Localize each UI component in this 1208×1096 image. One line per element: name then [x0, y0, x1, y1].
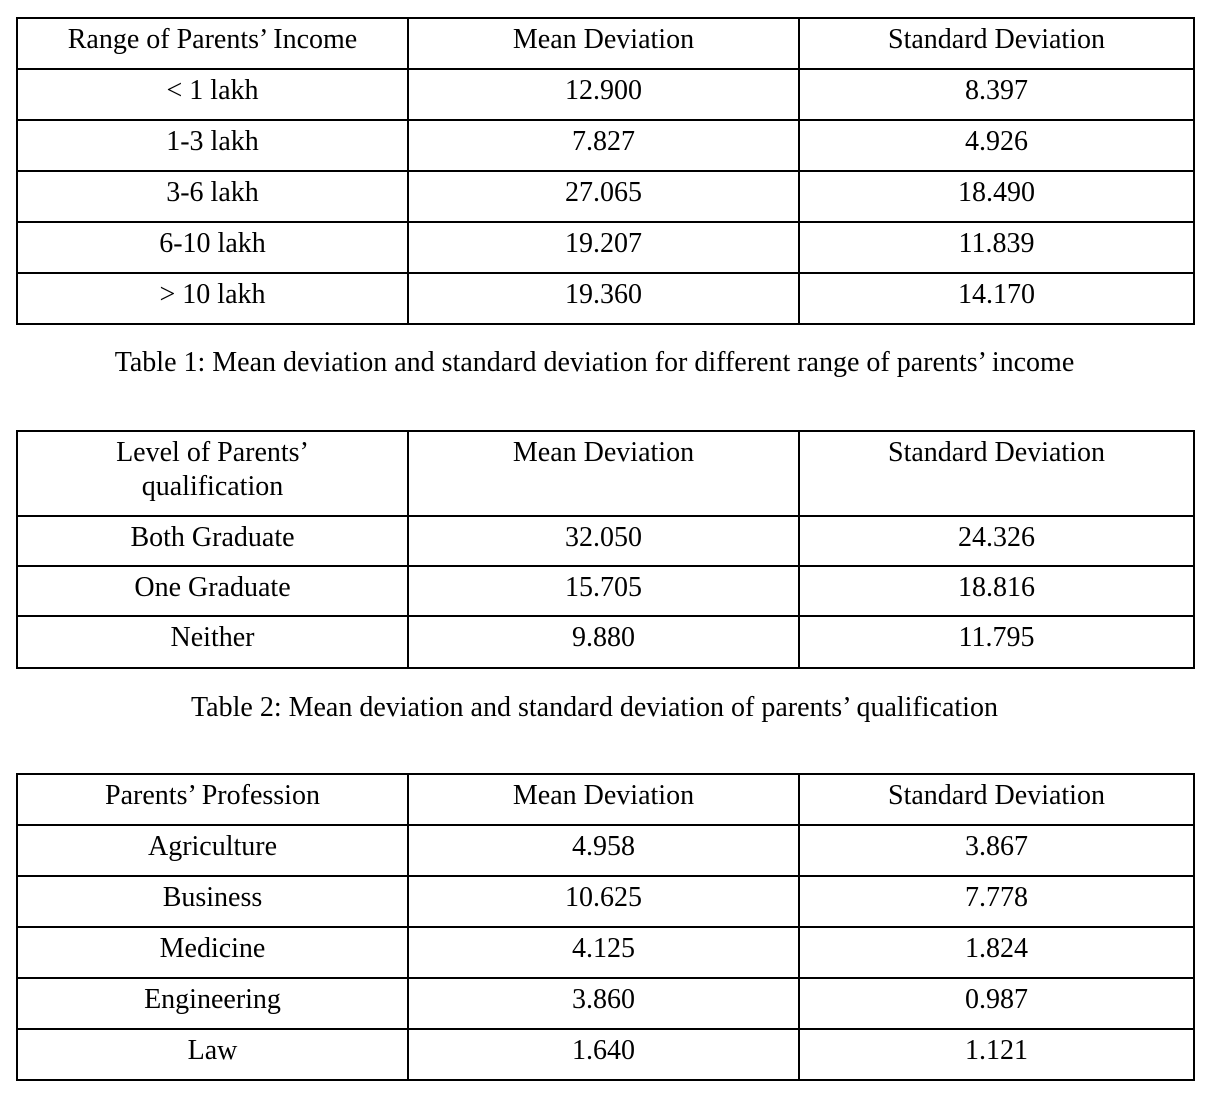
table-header-row [17, 18, 1194, 69]
table-cell: 1.824 [799, 927, 1194, 978]
table-row [17, 616, 1194, 668]
table-cell: 7.827 [408, 120, 799, 171]
table-row [17, 1029, 1194, 1080]
column-header: Standard Deviation [799, 18, 1194, 69]
table-row [17, 120, 1194, 171]
table-cell: Both Graduate [17, 516, 408, 566]
table-caption: Table 1: Mean deviation and standard deviation for different range of parents’ income [114, 347, 1075, 378]
table-row [17, 876, 1194, 927]
table-cell: 9.880 [408, 616, 799, 668]
column-header: Standard Deviation [799, 774, 1194, 825]
table-cell: 14.170 [799, 273, 1194, 324]
table-row [17, 171, 1194, 222]
table-row [17, 69, 1194, 120]
table-cell: 3-6 lakh [17, 171, 408, 222]
table-row [17, 566, 1194, 616]
column-header: Mean Deviation [408, 431, 799, 516]
table-cell: One Graduate [17, 566, 408, 616]
profession-deviation-table [16, 773, 1195, 1081]
column-header: Standard Deviation [799, 431, 1194, 516]
table-cell: Medicine [17, 927, 408, 978]
table-cell: 32.050 [408, 516, 799, 566]
table-cell: 3.860 [408, 978, 799, 1029]
table-cell: 12.900 [408, 69, 799, 120]
table-row [17, 978, 1194, 1029]
income-deviation-table [16, 17, 1195, 325]
table-cell: 24.326 [799, 516, 1194, 566]
table-cell: 4.926 [799, 120, 1194, 171]
table-cell: 8.397 [799, 69, 1194, 120]
table-cell: 1.640 [408, 1029, 799, 1080]
table-cell: > 10 lakh [17, 273, 408, 324]
table-cell: 27.065 [408, 171, 799, 222]
table-caption: Table 2: Mean deviation and standard deviation of parents’ qualification [191, 692, 998, 723]
table-cell: Neither [17, 616, 408, 668]
table-cell: 1-3 lakh [17, 120, 408, 171]
table-cell: Business [17, 876, 408, 927]
table-cell: 15.705 [408, 566, 799, 616]
table-row [17, 516, 1194, 566]
table-header-row [17, 774, 1194, 825]
table-cell: < 1 lakh [17, 69, 408, 120]
column-header: Parents’ Profession [17, 774, 408, 825]
table-cell: 11.795 [799, 616, 1194, 668]
table-cell: 3.867 [799, 825, 1194, 876]
table-cell: 0.987 [799, 978, 1194, 1029]
column-header: Mean Deviation [408, 774, 799, 825]
table-cell: 18.490 [799, 171, 1194, 222]
table-header-row [17, 431, 1194, 516]
column-header: Level of Parents’ qualification [17, 431, 408, 516]
table-row [17, 273, 1194, 324]
table-cell: Agriculture [17, 825, 408, 876]
table-row [17, 927, 1194, 978]
table-cell: 4.125 [408, 927, 799, 978]
table-cell: 7.778 [799, 876, 1194, 927]
column-header: Range of Parents’ Income [17, 18, 408, 69]
table-row [17, 222, 1194, 273]
qualification-deviation-table [16, 430, 1195, 669]
table-cell: 19.207 [408, 222, 799, 273]
column-header: Mean Deviation [408, 18, 799, 69]
table-cell: Law [17, 1029, 408, 1080]
table-cell: 6-10 lakh [17, 222, 408, 273]
table-cell: 1.121 [799, 1029, 1194, 1080]
table-cell: 4.958 [408, 825, 799, 876]
table-cell: Engineering [17, 978, 408, 1029]
table-cell: 19.360 [408, 273, 799, 324]
table-cell: 11.839 [799, 222, 1194, 273]
table-row [17, 825, 1194, 876]
table-cell: 18.816 [799, 566, 1194, 616]
table-cell: 10.625 [408, 876, 799, 927]
